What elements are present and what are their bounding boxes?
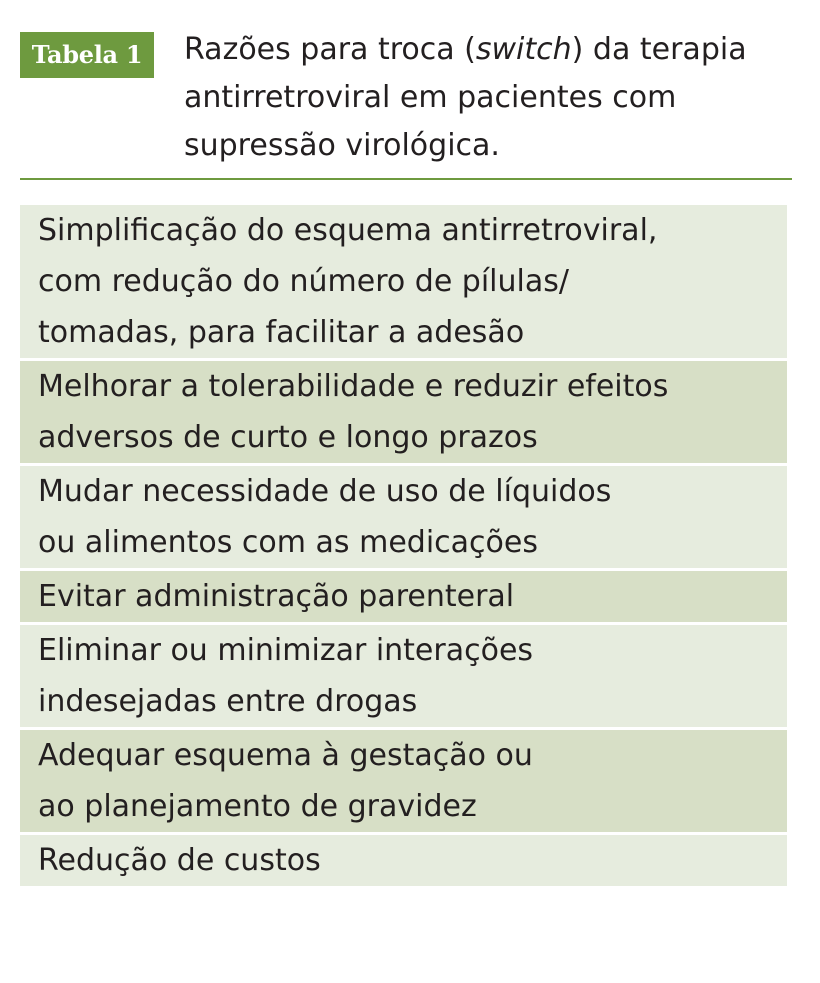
row-text: ou alimentos com as medicações xyxy=(38,525,538,560)
title-italic-term: switch xyxy=(475,32,572,67)
row-text: Evitar administração parenteral xyxy=(38,579,515,614)
table-row xyxy=(20,361,787,463)
table-title xyxy=(184,26,792,170)
row-text: Melhorar a tolerabilidade e reduzir efeitos xyxy=(38,369,669,404)
row-text: Simplificação do esquema antirretroviral, xyxy=(38,213,658,248)
row-text: indesejadas entre drogas xyxy=(38,684,418,719)
title-line-3: supressão virológica. xyxy=(184,128,500,163)
table-row xyxy=(20,730,787,832)
title-text-before: Razões para troca ( xyxy=(184,32,476,67)
header-divider xyxy=(20,178,792,180)
row-text: Mudar necessidade de uso de líquidos xyxy=(38,474,612,509)
table-row xyxy=(20,466,787,568)
row-text: Eliminar ou minimizar interações xyxy=(38,633,534,668)
table-row xyxy=(20,625,787,727)
row-text: tomadas, para facilitar a adesão xyxy=(38,315,525,350)
table-number-badge: Tabela 1 xyxy=(20,32,154,78)
reasons-table xyxy=(20,205,787,889)
title-line-2: antirretroviral em pacientes com xyxy=(184,80,677,115)
table-row xyxy=(20,205,787,358)
row-text: Adequar esquema à gestação ou xyxy=(38,738,533,773)
table-row xyxy=(20,835,787,886)
row-text: ao planejamento de gravidez xyxy=(38,789,477,824)
title-line-1 xyxy=(184,26,792,74)
row-text: adversos de curto e longo prazos xyxy=(38,420,538,455)
row-text: com redução do número de pílulas/ xyxy=(38,264,569,299)
row-text: Redução de custos xyxy=(38,843,321,878)
title-text-after: ) da terapia xyxy=(571,32,747,67)
table-row xyxy=(20,571,787,622)
